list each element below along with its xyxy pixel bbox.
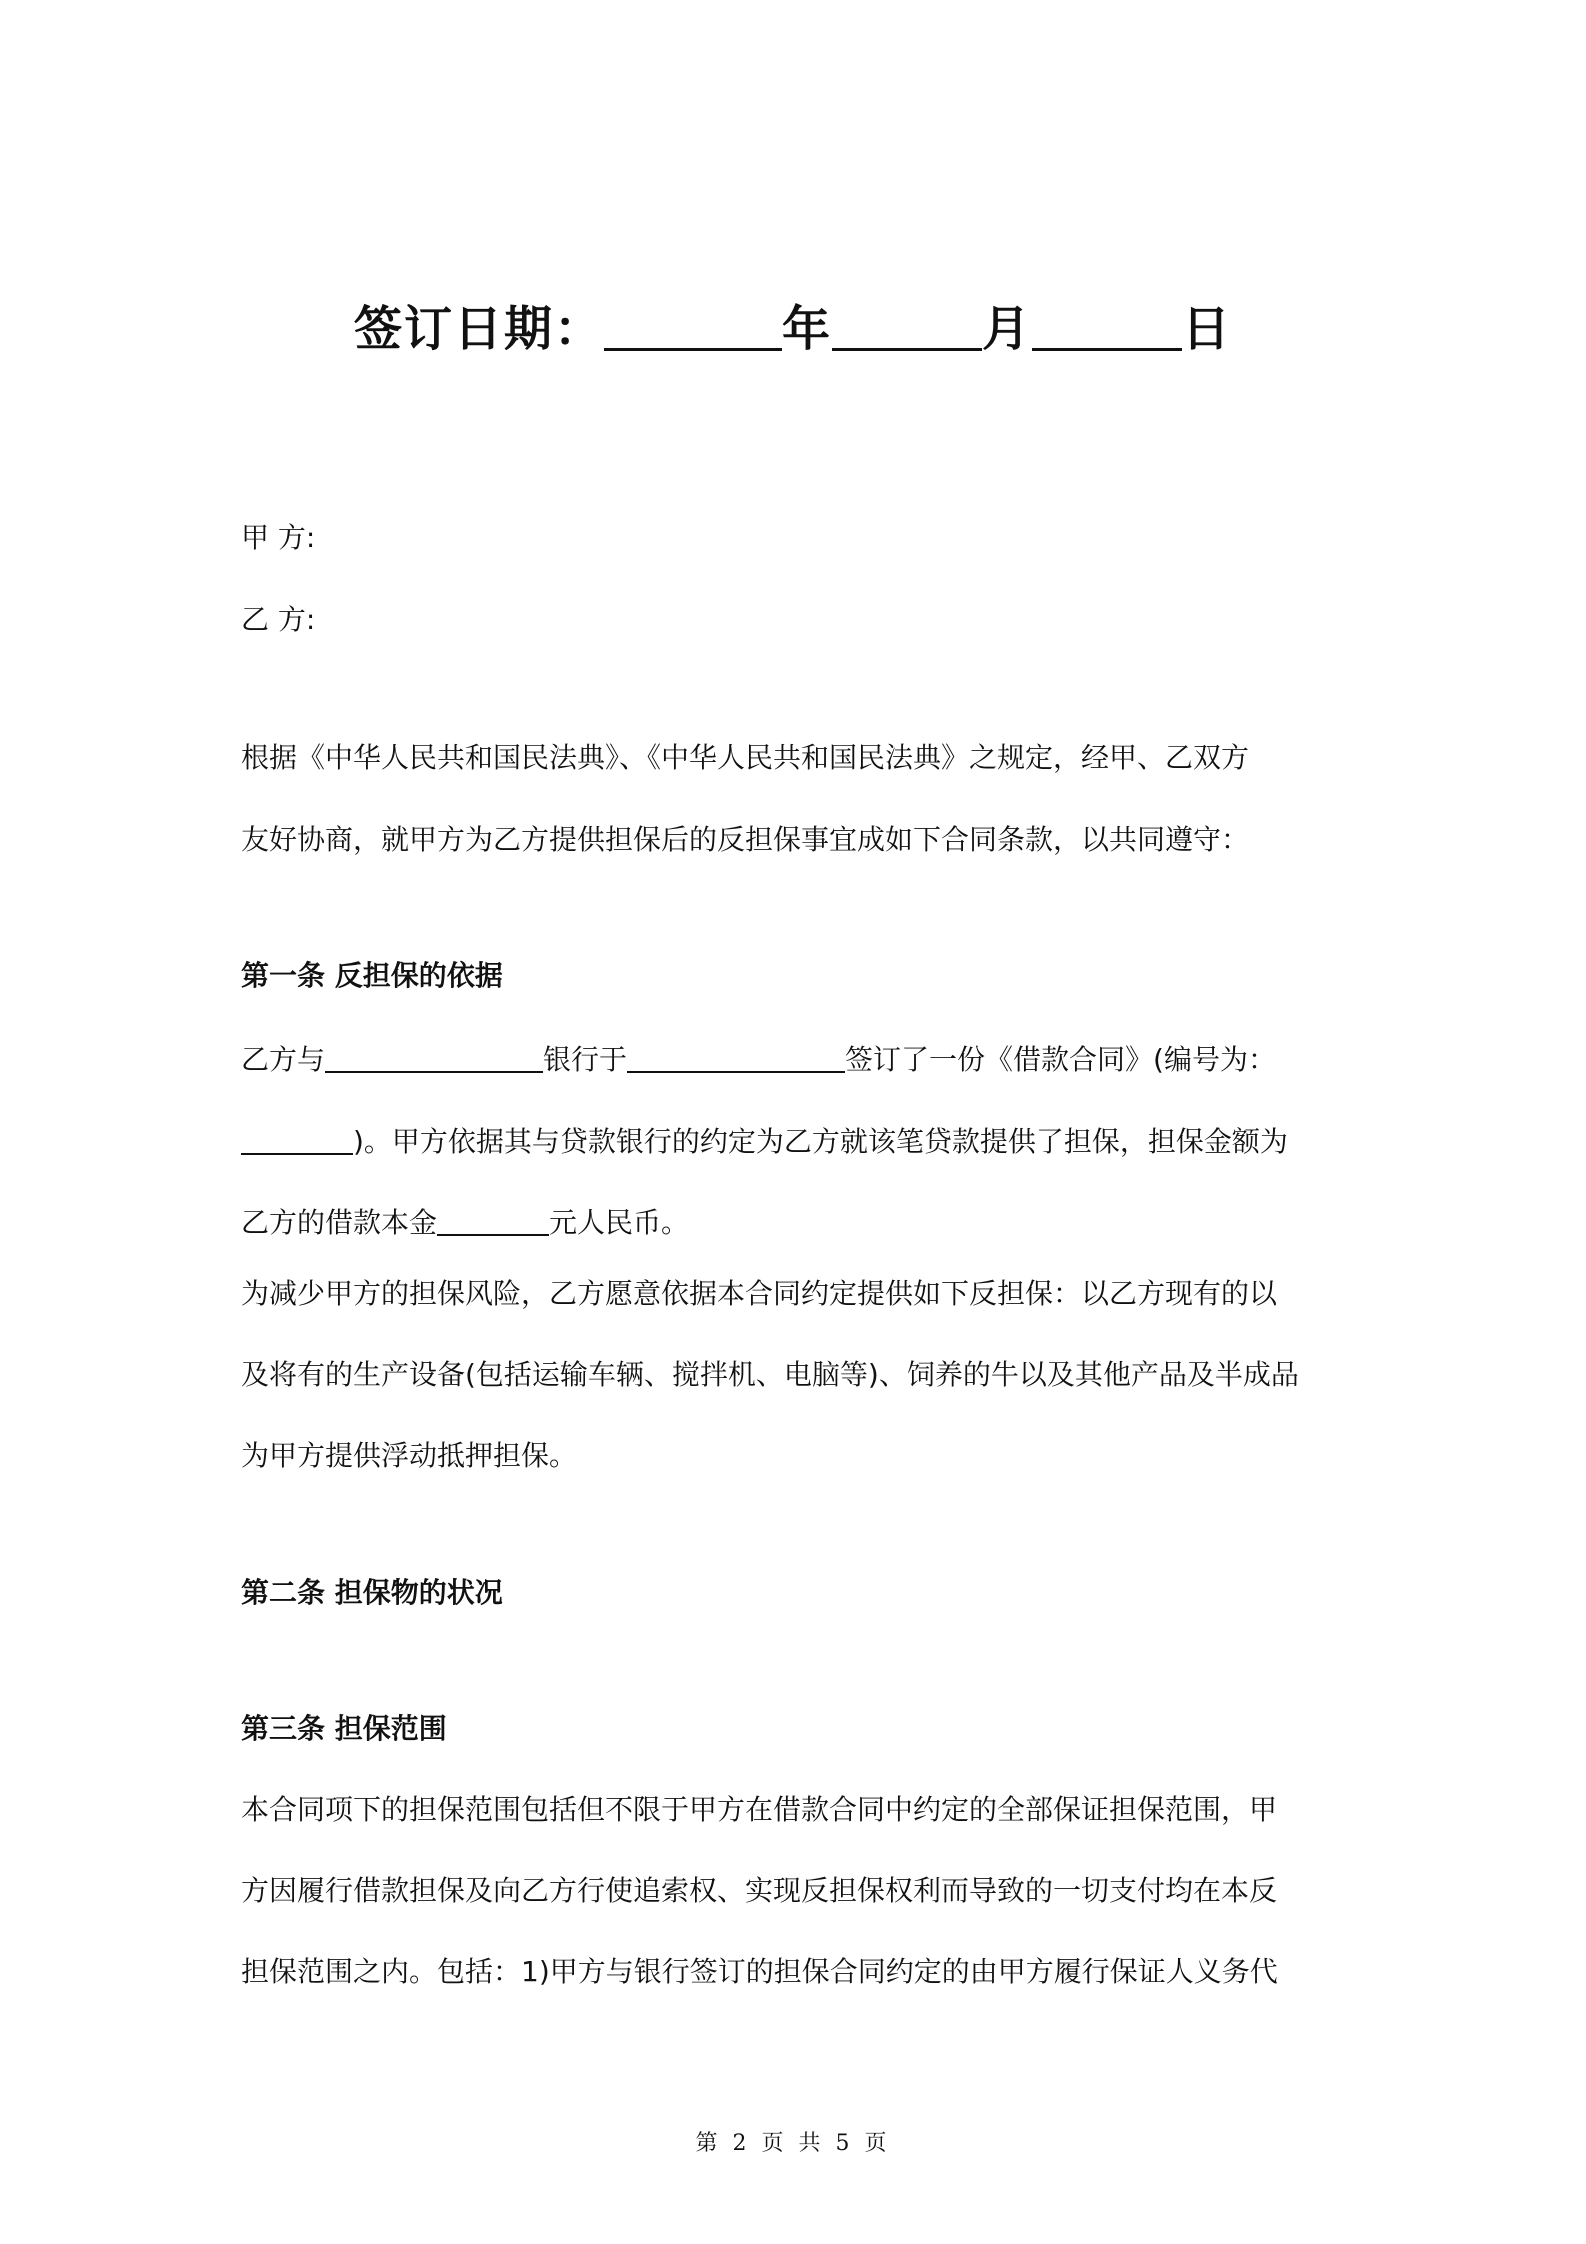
- text-run: 乙方的借款本金: [241, 1206, 438, 1239]
- text-run: 签订了一份《借款合同》(编号为：: [845, 1043, 1276, 1076]
- article3-line: 本合同项下的担保范围包括但不限于甲方在借款合同中约定的全部保证担保范围，甲: [241, 1793, 1278, 1826]
- month-label: 月: [982, 301, 1033, 357]
- article2-heading: 第二条 担保物的状况: [241, 1576, 503, 1609]
- article3-heading: 第三条 担保范围: [241, 1712, 447, 1745]
- bank-blank: [325, 1041, 543, 1073]
- article3-line: 担保范围之内。包括：1)甲方与银行签订的担保合同约定的由甲方履行保证人义务代: [241, 1955, 1278, 1988]
- month-blank: [832, 304, 982, 351]
- year-label: 年: [781, 301, 832, 357]
- day-blank: [1032, 304, 1182, 351]
- preamble-line: 根据《中华人民共和国民法典》、《中华人民共和国民法典》之规定，经甲、乙双方: [241, 741, 1250, 774]
- article1-para2-line: 及将有的生产设备(包括运输车辆、搅拌机、电脑等)、饲养的牛以及其他产品及半成品: [241, 1358, 1299, 1391]
- amount-blank: [437, 1204, 549, 1236]
- article1-para2-line: 为减少甲方的担保风险，乙方愿意依据本合同约定提供如下反担保：以乙方现有的以: [241, 1277, 1278, 1310]
- party-a-line: 甲 方:: [241, 521, 316, 554]
- contract-number-blank: [241, 1123, 353, 1155]
- party-b-line: 乙 方:: [241, 603, 316, 636]
- day-label: 日: [1182, 301, 1233, 357]
- signing-date-label: 签订日期：: [353, 301, 604, 357]
- article1-line: [241, 1040, 1276, 1080]
- article1-para2-line: 为甲方提供浮动抵押担保。: [241, 1439, 578, 1472]
- article1-line: [241, 1122, 1288, 1162]
- preamble-line: 友好协商，就甲方为乙方提供担保后的反担保事宜成如下合同条款，以共同遵守：: [241, 823, 1250, 856]
- article1-line: [241, 1203, 689, 1243]
- text-run: 元人民币。: [549, 1206, 690, 1239]
- signing-date-title: [0, 290, 1586, 359]
- date-blank: [627, 1041, 845, 1073]
- text-run: 银行于: [543, 1043, 628, 1076]
- article3-line: 方因履行借款担保及向乙方行使追索权、实现反担保权利而导致的一切支付均在本反: [241, 1874, 1278, 1907]
- text-run: )。甲方依据其与贷款银行的约定为乙方就该笔贷款提供了担保，担保金额为: [353, 1125, 1288, 1158]
- article1-heading: 第一条 反担保的依据: [241, 959, 503, 992]
- text-run: 乙方与: [241, 1043, 326, 1076]
- year-blank: [604, 304, 782, 351]
- page-number-footer: 第 2 页 共 5 页: [695, 2131, 891, 2156]
